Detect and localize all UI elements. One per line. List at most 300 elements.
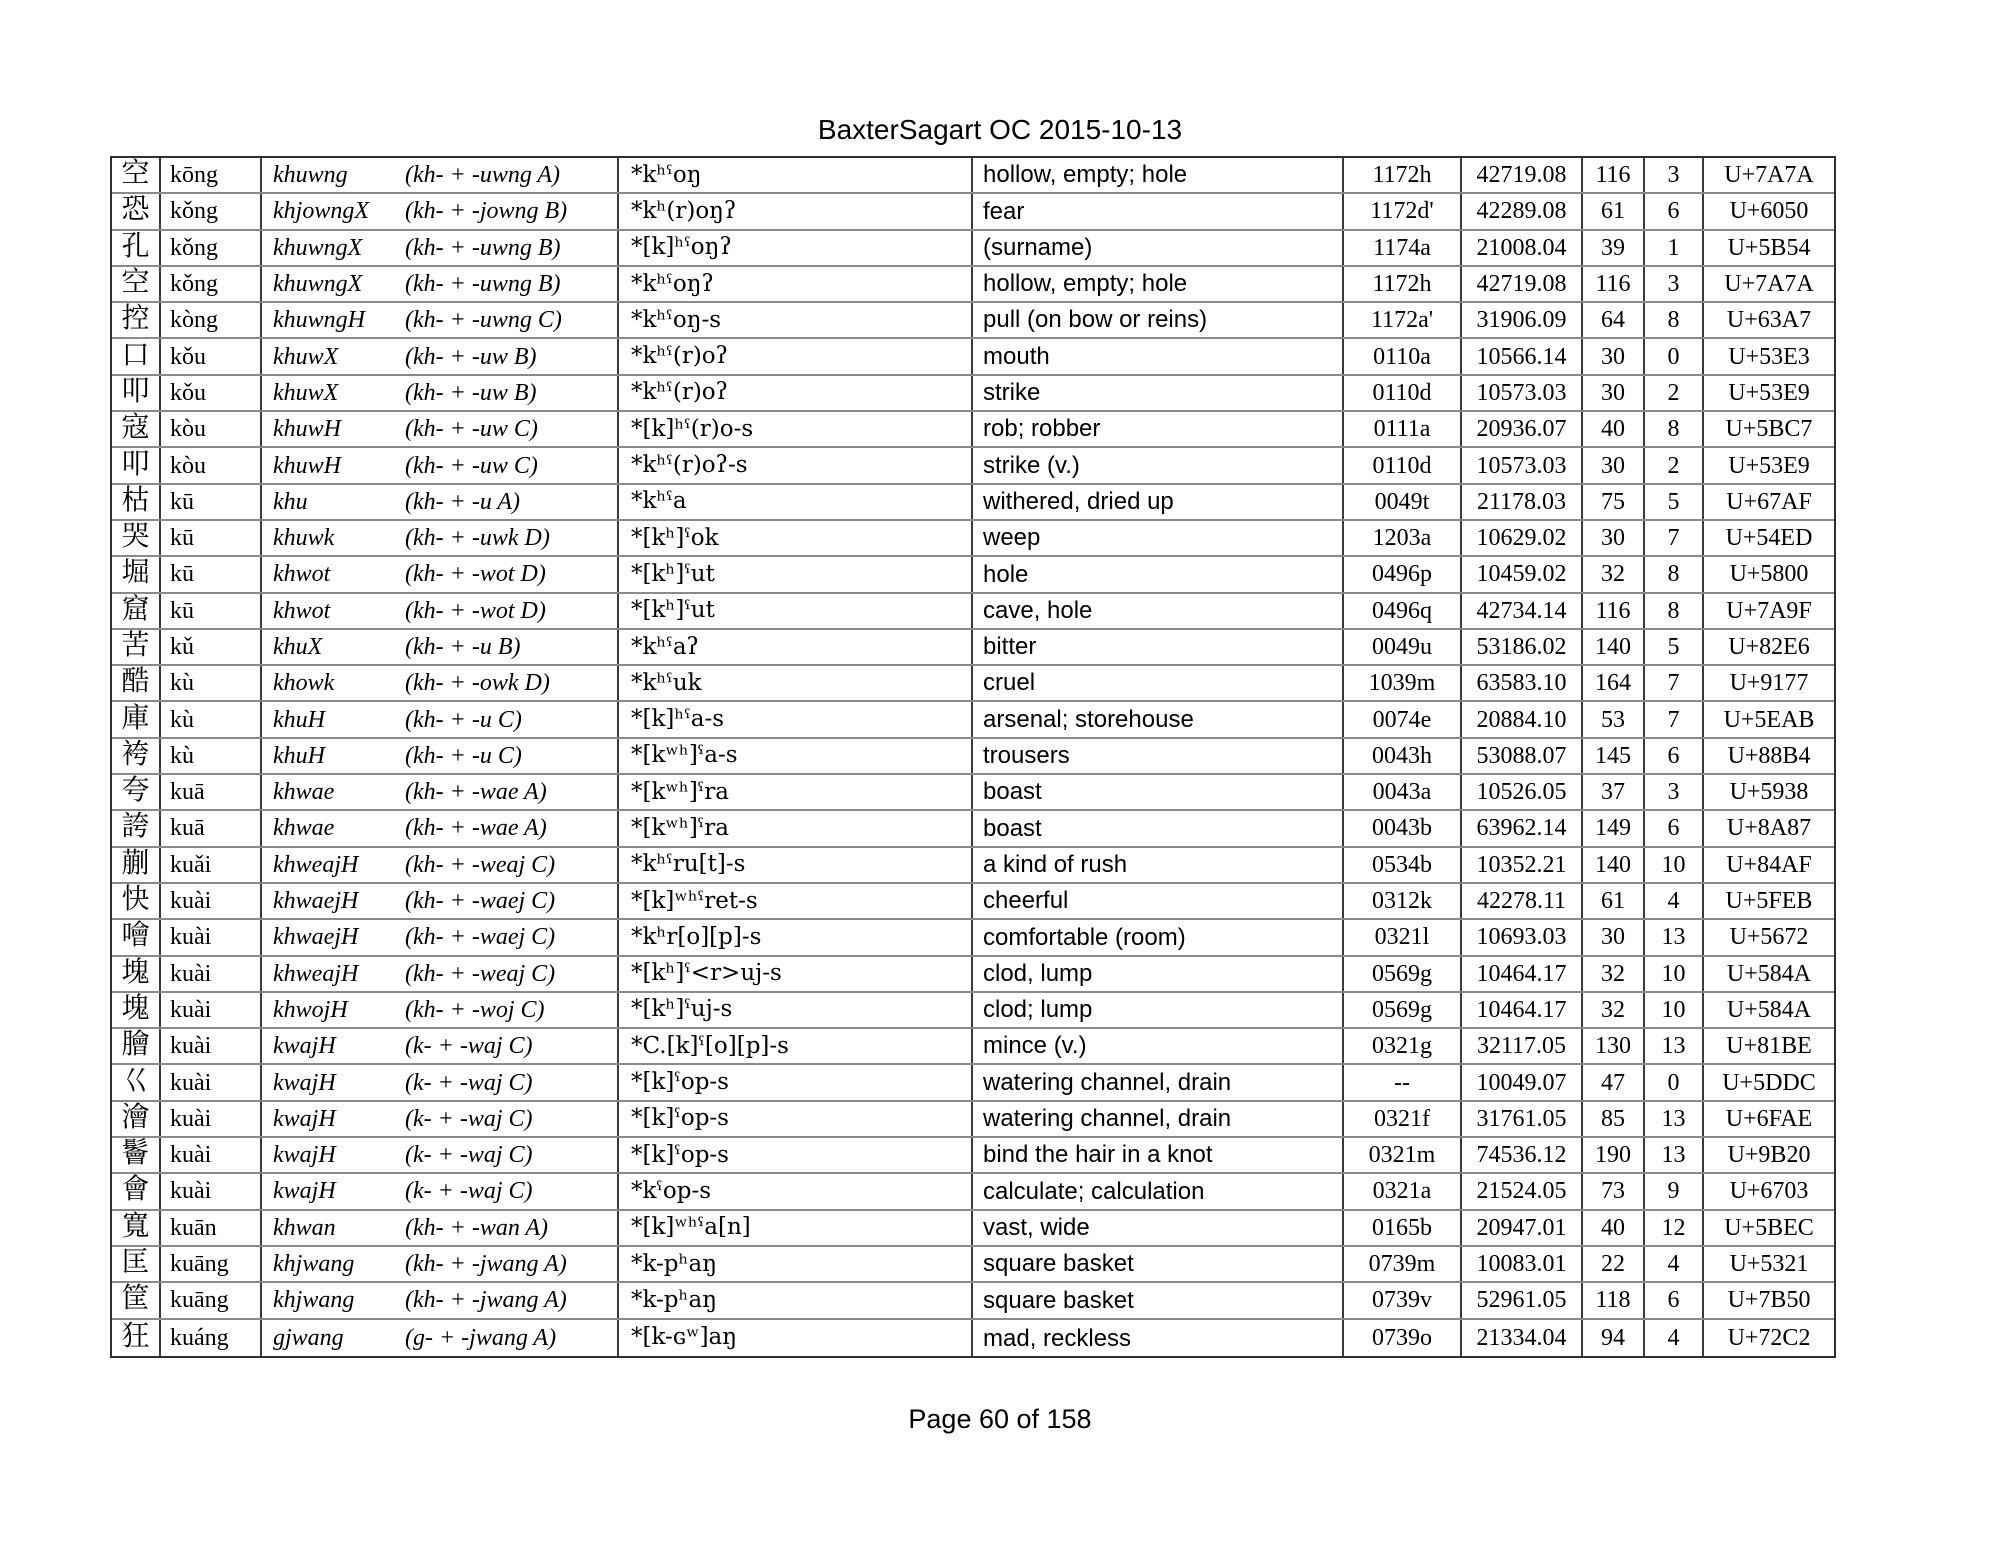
old-chinese-cell: *kʰr[o][p]-s <box>619 920 973 954</box>
old-chinese-cell: *kʰˤaʔ <box>619 630 973 664</box>
table-row <box>112 448 1834 484</box>
char-cell: 巜 <box>112 1065 161 1099</box>
table-row <box>112 376 1834 412</box>
strokes-cell: 2 <box>1645 448 1704 482</box>
id-cell: 0074e <box>1344 702 1462 736</box>
pinyin-cell: kòng <box>161 303 262 337</box>
mc-reading: khu <box>273 488 308 515</box>
dict-ref-cell: 21008.04 <box>1462 231 1583 265</box>
strokes-cell: 10 <box>1645 957 1704 991</box>
char-cell: 哭 <box>112 521 161 555</box>
id-cell: 0321l <box>1344 920 1462 954</box>
pinyin-cell: kōng <box>161 158 262 192</box>
dict-ref-cell: 10083.01 <box>1462 1247 1583 1281</box>
id-cell: 0110a <box>1344 339 1462 373</box>
middle-chinese-cell <box>262 811 619 845</box>
unicode-cell: U+8A87 <box>1726 815 1812 842</box>
unicode-cell: U+9177 <box>1729 670 1809 697</box>
pinyin-cell: kù <box>161 739 262 773</box>
table-row <box>112 1065 1834 1101</box>
pinyin-cell: kuài <box>161 1065 262 1099</box>
radical-cell: 39 <box>1583 231 1645 265</box>
gloss-cell: strike <box>973 376 1344 410</box>
gloss-cell: boast <box>973 775 1344 809</box>
dict-ref-cell: 42289.08 <box>1462 194 1583 228</box>
id-cell: 1172h <box>1344 267 1462 301</box>
gloss-cell: mince (v.) <box>973 1029 1344 1063</box>
mc-analysis: (kh- + -jwang A) <box>405 1251 567 1278</box>
dict-ref-cell: 10352.21 <box>1462 848 1583 882</box>
char-cell: 夸 <box>112 775 161 809</box>
pinyin-cell: kū <box>161 485 262 519</box>
strokes-cell: 10 <box>1645 848 1704 882</box>
char-cell: 枯 <box>112 485 161 519</box>
mc-reading: khuwX <box>273 379 339 406</box>
gloss-cell: trousers <box>973 739 1344 773</box>
pinyin-cell: kū <box>161 557 262 591</box>
id-cell: 0049t <box>1344 485 1462 519</box>
pinyin-cell: kuān <box>161 1211 262 1245</box>
radical-cell: 85 <box>1583 1102 1645 1136</box>
unicode-cell: U+5672 <box>1729 924 1809 951</box>
table-row <box>112 920 1834 956</box>
old-chinese-cell: *[k]ˤop-s <box>619 1065 973 1099</box>
char-cell: 恐 <box>112 194 161 228</box>
char-cell: 堀 <box>112 557 161 591</box>
mc-reading: khuwng <box>273 162 348 189</box>
pinyin-cell: kuài <box>161 993 262 1027</box>
middle-chinese-cell <box>262 1029 619 1063</box>
unicode-cell: U+5800 <box>1729 561 1809 588</box>
gloss-cell: withered, dried up <box>973 485 1344 519</box>
dict-ref-cell: 10573.03 <box>1462 376 1583 410</box>
mc-analysis: (kh- + -waej C) <box>405 888 556 915</box>
char-cell: 空 <box>112 158 161 192</box>
char-cell: 空 <box>112 267 161 301</box>
id-cell: -- <box>1344 1065 1462 1099</box>
pinyin-cell: kuài <box>161 884 262 918</box>
unicode-cell: U+82E6 <box>1728 634 1810 660</box>
pinyin-cell: kǒu <box>161 376 262 410</box>
id-cell: 0321f <box>1344 1102 1462 1136</box>
unicode-cell: U+5938 <box>1729 779 1809 806</box>
unicode-cell: U+6050 <box>1729 198 1809 225</box>
mc-analysis: (kh- + -uw B) <box>405 379 537 406</box>
id-cell: 1203a <box>1344 521 1462 555</box>
char-cell: 控 <box>112 303 161 337</box>
unicode-cell: U+5321 <box>1729 1251 1809 1278</box>
mc-analysis: (k- + -waj C) <box>405 1069 533 1096</box>
radical-cell: 32 <box>1583 993 1645 1027</box>
mc-analysis: (kh- + -waej C) <box>405 924 556 951</box>
radical-cell: 30 <box>1583 920 1645 954</box>
mc-reading: khuH <box>273 742 325 769</box>
dict-ref-cell: 42278.11 <box>1462 884 1583 918</box>
pinyin-cell: kuài <box>161 1029 262 1063</box>
middle-chinese-cell <box>262 1138 619 1172</box>
pinyin-cell: kuāng <box>161 1283 262 1317</box>
old-chinese-cell: *[kʷʰ]ˤa-s <box>619 739 973 773</box>
table-row <box>112 158 1834 194</box>
mc-reading: khjwang <box>273 1251 355 1278</box>
id-cell: 0739o <box>1344 1320 1462 1356</box>
radical-cell: 164 <box>1583 666 1645 700</box>
dict-ref-cell: 21524.05 <box>1462 1174 1583 1208</box>
unicode-cell: U+5BEC <box>1724 1214 1814 1241</box>
middle-chinese-cell <box>262 412 619 446</box>
table-row <box>112 231 1834 267</box>
middle-chinese-cell <box>262 920 619 954</box>
unicode-cell: U+53E9 <box>1728 379 1810 406</box>
pinyin-cell: kuài <box>161 1102 262 1136</box>
middle-chinese-cell <box>262 702 619 736</box>
id-cell: 0739v <box>1344 1283 1462 1317</box>
table-row <box>112 811 1834 847</box>
unicode-cell: U+584A <box>1726 960 1812 987</box>
old-chinese-cell: *kʰˤru[t]-s <box>619 848 973 882</box>
old-chinese-cell: *[kʰ]ˤut <box>619 594 973 628</box>
dict-ref-cell: 21178.03 <box>1462 485 1583 519</box>
gloss-cell: watering channel, drain <box>973 1065 1344 1099</box>
id-cell: 1039m <box>1344 666 1462 700</box>
table-row <box>112 1320 1834 1356</box>
mc-analysis: (kh- + -uwng B) <box>405 271 561 298</box>
mc-reading: khwot <box>273 597 331 624</box>
mc-analysis: (kh- + -owk D) <box>405 670 550 697</box>
table-row <box>112 1029 1834 1065</box>
gloss-cell: vast, wide <box>973 1211 1344 1245</box>
unicode-cell: U+7B50 <box>1727 1287 1811 1314</box>
id-cell: 0321m <box>1344 1138 1462 1172</box>
gloss-cell: fear <box>973 194 1344 228</box>
middle-chinese-cell <box>262 557 619 591</box>
mc-reading: khwaejH <box>273 924 359 951</box>
pinyin-cell: kòu <box>161 412 262 446</box>
table-row <box>112 594 1834 630</box>
radical-cell: 30 <box>1583 448 1645 482</box>
middle-chinese-cell <box>262 231 619 265</box>
table-row <box>112 848 1834 884</box>
old-chinese-cell: *[kʰ]ˤuj-s <box>619 993 973 1027</box>
middle-chinese-cell <box>262 1283 619 1317</box>
pinyin-cell: kǒu <box>161 339 262 373</box>
middle-chinese-cell <box>262 775 619 809</box>
old-chinese-cell: *kʰˤ(r)oʔ-s <box>619 448 973 482</box>
gloss-cell: cheerful <box>973 884 1344 918</box>
dict-ref-cell: 10464.17 <box>1462 957 1583 991</box>
mc-analysis: (kh- + -wot D) <box>405 597 546 624</box>
dict-ref-cell: 42719.08 <box>1462 158 1583 192</box>
strokes-cell: 6 <box>1645 811 1704 845</box>
dict-ref-cell: 74536.12 <box>1462 1138 1583 1172</box>
strokes-cell: 13 <box>1645 1029 1704 1063</box>
old-chinese-cell: *[kʷʰ]ˤra <box>619 811 973 845</box>
radical-cell: 61 <box>1583 884 1645 918</box>
old-chinese-cell: *[k]ʷʰˤa[n] <box>619 1211 973 1245</box>
mc-reading: khwot <box>273 561 331 588</box>
middle-chinese-cell <box>262 194 619 228</box>
table-row <box>112 194 1834 230</box>
gloss-cell: square basket <box>973 1247 1344 1281</box>
radical-cell: 40 <box>1583 1211 1645 1245</box>
char-cell: 膾 <box>112 1029 161 1063</box>
char-cell: 庫 <box>112 702 161 736</box>
unicode-cell: U+7A9F <box>1726 597 1812 624</box>
strokes-cell: 6 <box>1645 1283 1704 1317</box>
strokes-cell: 7 <box>1645 666 1704 700</box>
old-chinese-cell: *k-pʰaŋ <box>619 1247 973 1281</box>
old-chinese-cell: *kʰˤoŋ <box>619 158 973 192</box>
unicode-cell: U+72C2 <box>1727 1324 1811 1351</box>
strokes-cell: 12 <box>1645 1211 1704 1245</box>
char-cell: 寬 <box>112 1211 161 1245</box>
strokes-cell: 0 <box>1645 1065 1704 1099</box>
char-cell: 塊 <box>112 993 161 1027</box>
gloss-cell: mad, reckless <box>973 1320 1344 1356</box>
pinyin-cell: kuáng <box>161 1320 262 1356</box>
radical-cell: 30 <box>1583 376 1645 410</box>
id-cell: 1172a' <box>1344 303 1462 337</box>
unicode-cell: U+88B4 <box>1727 742 1811 769</box>
middle-chinese-cell <box>262 521 619 555</box>
table-row <box>112 1283 1834 1319</box>
radical-cell: 190 <box>1583 1138 1645 1172</box>
table-row <box>112 339 1834 375</box>
table-row <box>112 303 1834 339</box>
id-cell: 0569g <box>1344 993 1462 1027</box>
table-row <box>112 1174 1834 1210</box>
mc-reading: gjwang <box>273 1324 344 1351</box>
id-cell: 0110d <box>1344 448 1462 482</box>
middle-chinese-cell <box>262 1320 619 1356</box>
id-cell: 1174a <box>1344 231 1462 265</box>
mc-analysis: (kh- + -uw B) <box>405 343 537 370</box>
gloss-cell: comfortable (room) <box>973 920 1344 954</box>
id-cell: 0043h <box>1344 739 1462 773</box>
gloss-cell: hollow, empty; hole <box>973 158 1344 192</box>
strokes-cell: 9 <box>1645 1174 1704 1208</box>
middle-chinese-cell <box>262 739 619 773</box>
pinyin-cell: kǒng <box>161 231 262 265</box>
radical-cell: 32 <box>1583 957 1645 991</box>
char-cell: 筐 <box>112 1283 161 1317</box>
old-chinese-cell: *[kʰ]ˤut <box>619 557 973 591</box>
old-chinese-cell: *[k-ɢʷ]aŋ <box>619 1320 973 1356</box>
radical-cell: 116 <box>1583 594 1645 628</box>
pinyin-cell: kǒng <box>161 194 262 228</box>
gloss-cell: a kind of rush <box>973 848 1344 882</box>
strokes-cell: 7 <box>1645 702 1704 736</box>
id-cell: 0043a <box>1344 775 1462 809</box>
dict-ref-cell: 32117.05 <box>1462 1029 1583 1063</box>
mc-analysis: (kh- + -weaj C) <box>405 851 556 878</box>
middle-chinese-cell <box>262 1211 619 1245</box>
mc-analysis: (k- + -waj C) <box>405 1105 533 1132</box>
id-cell: 0111a <box>1344 412 1462 446</box>
strokes-cell: 4 <box>1645 1320 1704 1356</box>
mc-analysis: (kh- + -wae A) <box>405 815 547 842</box>
strokes-cell: 13 <box>1645 920 1704 954</box>
gloss-cell: cave, hole <box>973 594 1344 628</box>
char-cell: 快 <box>112 884 161 918</box>
strokes-cell: 3 <box>1645 158 1704 192</box>
table-row <box>112 884 1834 920</box>
pinyin-cell: kǔ <box>161 630 262 664</box>
middle-chinese-cell <box>262 993 619 1027</box>
id-cell: 1172d' <box>1344 194 1462 228</box>
document-title: BaxterSagart OC 2015-10-13 <box>817 114 1183 145</box>
table-row <box>112 1247 1834 1283</box>
old-chinese-cell: *k-pʰaŋ <box>619 1283 973 1317</box>
strokes-cell: 13 <box>1645 1102 1704 1136</box>
dict-ref-cell: 10526.05 <box>1462 775 1583 809</box>
char-cell: 噲 <box>112 920 161 954</box>
page-number: Page 60 of 158 <box>908 1404 1092 1434</box>
old-chinese-cell: *[k]ʰˤ(r)o-s <box>619 412 973 446</box>
radical-cell: 64 <box>1583 303 1645 337</box>
gloss-cell: boast <box>973 811 1344 845</box>
middle-chinese-cell <box>262 666 619 700</box>
middle-chinese-cell <box>262 1247 619 1281</box>
unicode-cell: U+53E3 <box>1728 343 1810 370</box>
mc-analysis: (kh- + -weaj C) <box>405 960 556 987</box>
mc-analysis: (kh- + -uwng A) <box>405 162 561 189</box>
mc-analysis: (kh- + -u B) <box>405 634 521 660</box>
unicode-cell: U+84AF <box>1726 851 1812 878</box>
radical-cell: 75 <box>1583 485 1645 519</box>
id-cell: 0569g <box>1344 957 1462 991</box>
mc-analysis: (kh- + -uw C) <box>405 416 538 443</box>
mc-analysis: (g- + -jwang A) <box>405 1324 557 1351</box>
middle-chinese-cell <box>262 485 619 519</box>
mc-reading: kwajH <box>273 1069 336 1096</box>
mc-reading: khuwX <box>273 343 339 370</box>
middle-chinese-cell <box>262 630 619 664</box>
old-chinese-cell: *[k]ˤop-s <box>619 1138 973 1172</box>
char-cell: 叩 <box>112 376 161 410</box>
old-chinese-cell: *kʰˤoŋ-s <box>619 303 973 337</box>
gloss-cell: strike (v.) <box>973 448 1344 482</box>
gloss-cell: bitter <box>973 630 1344 664</box>
gloss-cell: weep <box>973 521 1344 555</box>
dict-ref-cell: 42719.08 <box>1462 267 1583 301</box>
radical-cell: 149 <box>1583 811 1645 845</box>
mc-reading: khuX <box>273 634 323 660</box>
table-row <box>112 485 1834 521</box>
char-cell: 酷 <box>112 666 161 700</box>
radical-cell: 53 <box>1583 702 1645 736</box>
radical-cell: 140 <box>1583 848 1645 882</box>
mc-analysis: (k- + -waj C) <box>405 1142 533 1169</box>
radical-cell: 30 <box>1583 521 1645 555</box>
table-row <box>112 521 1834 557</box>
dict-ref-cell: 63583.10 <box>1462 666 1583 700</box>
strokes-cell: 10 <box>1645 993 1704 1027</box>
id-cell: 1172h <box>1344 158 1462 192</box>
mc-reading: khuwngX <box>273 271 363 298</box>
gloss-cell: square basket <box>973 1283 1344 1317</box>
char-cell: 窟 <box>112 594 161 628</box>
strokes-cell: 8 <box>1645 594 1704 628</box>
dict-ref-cell: 53088.07 <box>1462 739 1583 773</box>
char-cell: 狂 <box>112 1320 161 1356</box>
mc-reading: khweajH <box>273 960 359 987</box>
gloss-cell: pull (on bow or reins) <box>973 303 1344 337</box>
middle-chinese-cell <box>262 1065 619 1099</box>
unicode-cell: U+5B54 <box>1727 234 1811 261</box>
table-row <box>112 993 1834 1029</box>
radical-cell: 22 <box>1583 1247 1645 1281</box>
dict-ref-cell: 10573.03 <box>1462 448 1583 482</box>
unicode-cell: U+5DDC <box>1722 1069 1816 1096</box>
old-chinese-cell: *kˤop-s <box>619 1174 973 1208</box>
gloss-cell: hollow, empty; hole <box>973 267 1344 301</box>
dict-ref-cell: 10459.02 <box>1462 557 1583 591</box>
mc-analysis: (kh- + -woj C) <box>405 996 545 1023</box>
old-chinese-cell: *[kʰ]ˤ<r>uj-s <box>619 957 973 991</box>
table-row <box>112 267 1834 303</box>
mc-reading: khjowngX <box>273 198 369 225</box>
mc-reading: khuwngH <box>273 307 365 334</box>
table-row <box>112 775 1834 811</box>
pinyin-cell: kù <box>161 702 262 736</box>
id-cell: 0312k <box>1344 884 1462 918</box>
unicode-cell: U+7A7A <box>1724 271 1814 298</box>
oc-lexicon-table <box>110 156 1836 1358</box>
char-cell: 匡 <box>112 1247 161 1281</box>
mc-analysis: (kh- + -uwk D) <box>405 525 550 552</box>
mc-analysis: (kh- + -wan A) <box>405 1214 549 1241</box>
mc-reading: kwajH <box>273 1033 336 1060</box>
pinyin-cell: kuāng <box>161 1247 262 1281</box>
middle-chinese-cell <box>262 339 619 373</box>
unicode-cell: U+5FEB <box>1725 888 1813 915</box>
strokes-cell: 6 <box>1645 194 1704 228</box>
table-row <box>112 1102 1834 1138</box>
dict-ref-cell: 10566.14 <box>1462 339 1583 373</box>
dict-ref-cell: 10049.07 <box>1462 1065 1583 1099</box>
id-cell: 0043b <box>1344 811 1462 845</box>
gloss-cell: clod; lump <box>973 993 1344 1027</box>
id-cell: 0739m <box>1344 1247 1462 1281</box>
pinyin-cell: kū <box>161 594 262 628</box>
mc-analysis: (kh- + -u C) <box>405 706 522 733</box>
strokes-cell: 0 <box>1645 339 1704 373</box>
unicode-cell: U+5BC7 <box>1725 416 1813 443</box>
unicode-cell: U+54ED <box>1725 525 1813 552</box>
mc-reading: khowk <box>273 670 335 697</box>
char-cell: 塊 <box>112 957 161 991</box>
radical-cell: 30 <box>1583 339 1645 373</box>
dict-ref-cell: 20936.07 <box>1462 412 1583 446</box>
pinyin-cell: kuài <box>161 957 262 991</box>
radical-cell: 32 <box>1583 557 1645 591</box>
table-row <box>112 957 1834 993</box>
table-row <box>112 702 1834 738</box>
strokes-cell: 8 <box>1645 412 1704 446</box>
old-chinese-cell: *kʰˤa <box>619 485 973 519</box>
mc-analysis: (kh- + -uwng C) <box>405 307 562 334</box>
table-row <box>112 666 1834 702</box>
unicode-cell: U+63A7 <box>1726 307 1812 334</box>
radical-cell: 118 <box>1583 1283 1645 1317</box>
pinyin-cell: kuā <box>161 811 262 845</box>
id-cell: 0534b <box>1344 848 1462 882</box>
mc-reading: khwae <box>273 815 335 842</box>
strokes-cell: 2 <box>1645 376 1704 410</box>
old-chinese-cell: *kʰˤ(r)oʔ <box>619 339 973 373</box>
old-chinese-cell: *[kʰ]ˤok <box>619 521 973 555</box>
